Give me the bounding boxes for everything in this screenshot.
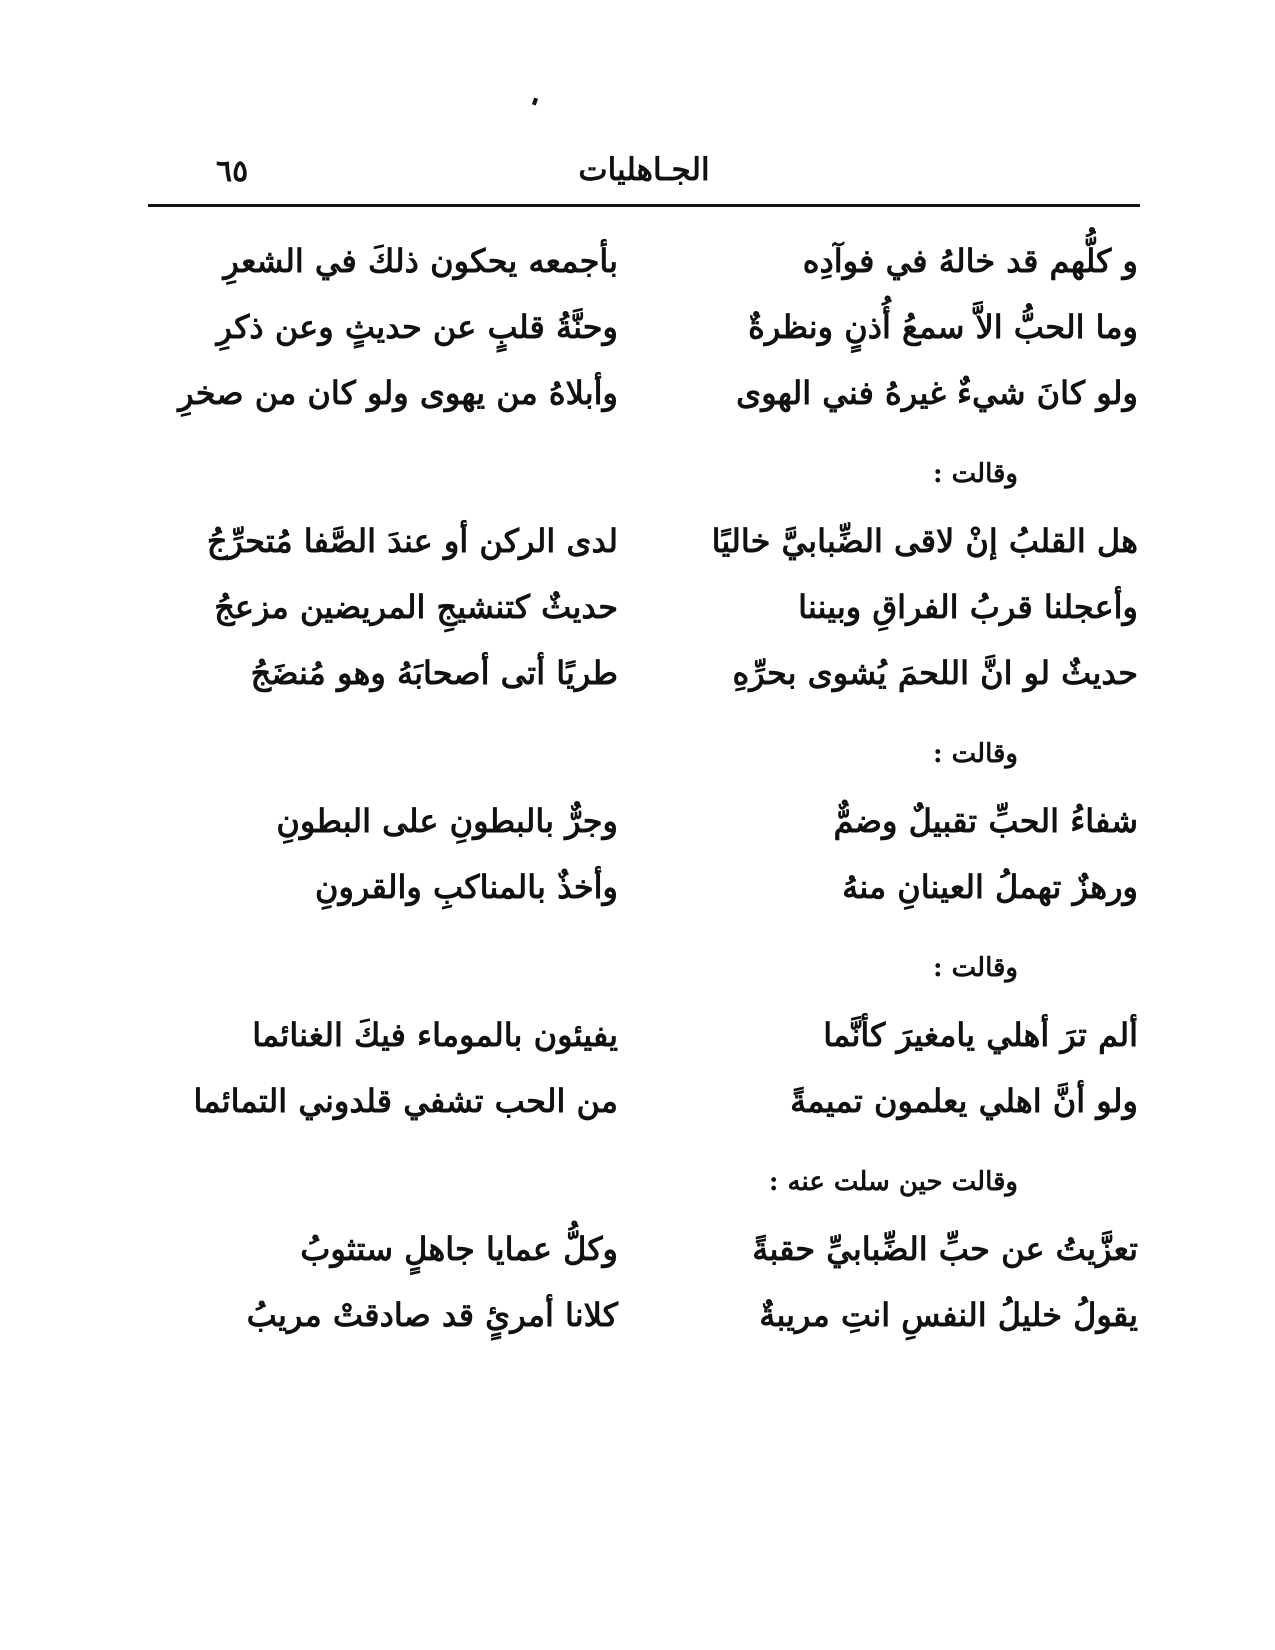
second-hemistich: كلانا أمرئٍ قد صادقتْ مريبُ: [246, 1296, 618, 1334]
stanza: [148, 228, 1138, 426]
stanza-intro: وقالت :: [932, 953, 1018, 983]
stanza: [148, 440, 1138, 706]
verse-line: [148, 508, 1138, 574]
verse-line: [148, 574, 1138, 640]
verse-line: [148, 1216, 1138, 1282]
stanza: [148, 720, 1138, 920]
ink-speck: [532, 98, 538, 106]
verse-line: [148, 1002, 1138, 1068]
verse-line: [148, 1068, 1138, 1134]
second-hemistich: وأبلاهُ من يهوى ولو كان من صخرِ: [178, 374, 618, 412]
page-header: [148, 152, 1140, 212]
verse-line: [148, 228, 1138, 294]
first-hemistich: شفاءُ الحبِّ تقبيلٌ وضمٌّ: [833, 802, 1138, 840]
second-hemistich: وحنَّةُ قلبٍ عن حديثٍ وعن ذكرِ: [216, 308, 618, 346]
second-hemistich: يفيئون بالموماء فيكَ الغنائما: [252, 1016, 618, 1054]
first-hemistich: يقولُ خليلُ النفسِ انتِ مريبةٌ: [759, 1296, 1138, 1334]
stanza: [148, 934, 1138, 1134]
first-hemistich: تعزَّيتُ عن حبِّ الضِّبابيِّ حقبةً: [752, 1230, 1138, 1268]
first-hemistich: ورهزٌ تهملُ العينانِ منهُ: [842, 868, 1138, 906]
second-hemistich: بأجمعه يحكون ذلكَ في الشعرِ: [223, 242, 618, 280]
second-hemistich: وكلُّ عمايا جاهلٍ ستثوبُ: [300, 1230, 618, 1268]
first-hemistich: و كلُّهم قد خالهُ في فوآدِه: [802, 242, 1138, 280]
verse-line: [148, 640, 1138, 706]
verse-line: [148, 360, 1138, 426]
second-hemistich: وأخذٌ بالمناكبِ والقرونِ: [314, 868, 618, 906]
running-title: الجـاهليات: [578, 152, 710, 188]
first-hemistich: حديثٌ لو انَّ اللحمَ يُشوى بحرِّهِ: [732, 654, 1138, 692]
stanza-intro: وقالت :: [932, 739, 1018, 769]
verse-line: [148, 854, 1138, 920]
first-hemistich: ألم ترَ أهلي يامغيرَ كأنَّما: [823, 1016, 1138, 1054]
poem-body: [148, 228, 1138, 1348]
verse-line: [148, 294, 1138, 360]
verse-line: [148, 788, 1138, 854]
stanza-intro: وقالت :: [932, 459, 1018, 489]
stanza: [148, 1148, 1138, 1348]
first-hemistich: ولو كانَ شيءٌ غيرهُ فني الهوى: [736, 374, 1138, 412]
second-hemistich: طريًا أتى أصحابَهُ وهو مُنضَجُ: [250, 654, 618, 692]
second-hemistich: وجرٌّ بالبطونِ على البطونِ: [276, 802, 618, 840]
verse-line: [148, 1282, 1138, 1348]
second-hemistich: حديثٌ كتنشيجِ المريضين مزعجُ: [214, 588, 618, 626]
second-hemistich: لدى الركن أو عندَ الصَّفا مُتحرِّجُ: [206, 522, 618, 560]
first-hemistich: وما الحبُّ الاَّ سمعُ أُذنٍ ونظرةٌ: [748, 308, 1138, 346]
second-hemistich: من الحب تشفي قلدوني التمائما: [193, 1082, 618, 1120]
header-rule: [148, 204, 1140, 207]
first-hemistich: وأعجلنا قربُ الفراقِ وبيننا: [798, 588, 1138, 626]
first-hemistich: هل القلبُ إنْ لاقى الضِّبابيَّ خاليًا: [711, 522, 1138, 560]
stanza-intro: وقالت حين سلت عنه :: [768, 1167, 1018, 1197]
page-number: ٦٥: [216, 154, 249, 189]
first-hemistich: ولو أنَّ اهلي يعلمون تميمةً: [790, 1082, 1138, 1120]
